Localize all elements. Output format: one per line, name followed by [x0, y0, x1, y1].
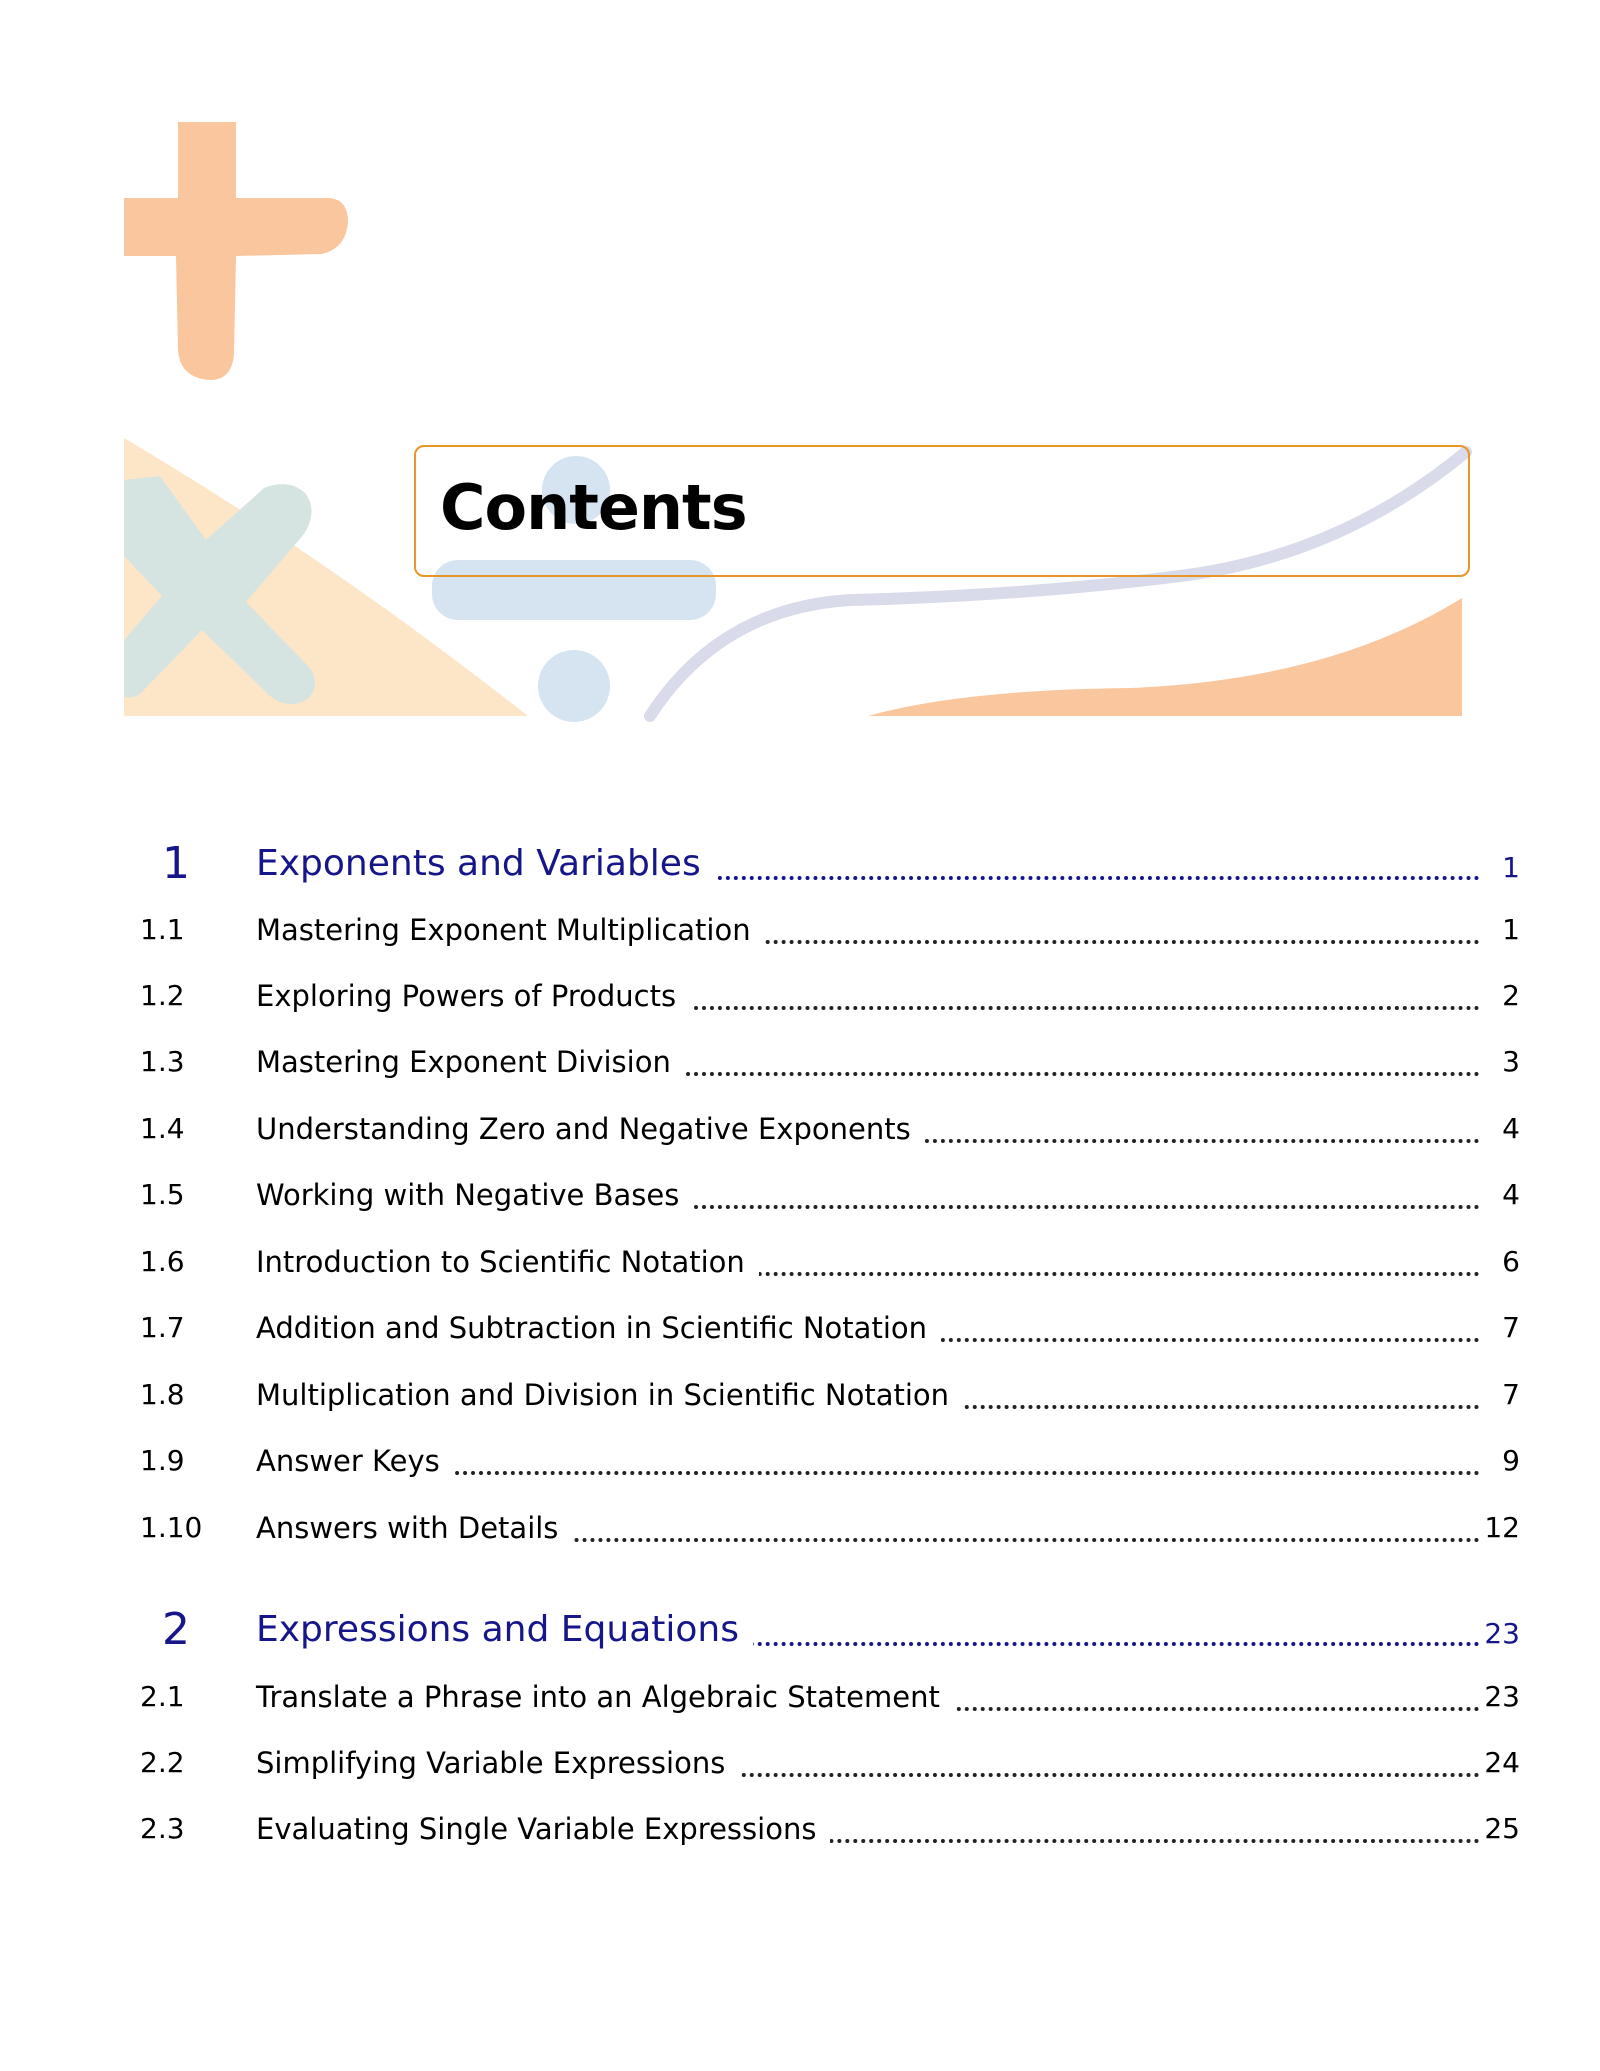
page-number: 23: [1480, 1675, 1520, 1719]
toc-chapter-row[interactable]: [140, 1602, 1520, 1658]
section-number: 1.3: [140, 1045, 185, 1078]
section-title-link[interactable]: Answers with Details: [256, 1506, 572, 1550]
toc-section-row[interactable]: [140, 1373, 1520, 1417]
page-number: 4: [1480, 1107, 1520, 1151]
page-number: 1: [1480, 844, 1520, 892]
header-decoration: [0, 0, 1600, 760]
toc-chapter-row[interactable]: [140, 836, 1520, 892]
section-title-link[interactable]: Mastering Exponent Division: [256, 1040, 685, 1084]
page-number: 6: [1480, 1240, 1520, 1284]
page-number: 3: [1480, 1040, 1520, 1084]
section-title-link[interactable]: Answer Keys: [256, 1439, 454, 1483]
section-number: 1.6: [140, 1245, 185, 1278]
plus-sign-icon: [124, 122, 348, 380]
page-number: 12: [1480, 1506, 1520, 1550]
section-number: 1.7: [140, 1311, 185, 1344]
section-title-link[interactable]: Mastering Exponent Multiplication: [256, 908, 765, 952]
contents-title-box: [414, 445, 1470, 577]
page-number: 1: [1480, 908, 1520, 952]
section-title-link[interactable]: Evaluating Single Variable Expressions: [256, 1807, 830, 1851]
page-number: 4: [1480, 1173, 1520, 1217]
section-number: 2.2: [140, 1746, 185, 1779]
wave-decoration: [868, 598, 1462, 716]
page-number: 23: [1480, 1610, 1520, 1658]
toc-section-row[interactable]: [140, 1107, 1520, 1151]
section-title-link[interactable]: Working with Negative Bases: [256, 1173, 693, 1217]
page-number: 2: [1480, 974, 1520, 1018]
toc-section-row[interactable]: [140, 1240, 1520, 1284]
section-number: 1.2: [140, 979, 185, 1012]
toc-section-row[interactable]: [140, 1675, 1520, 1719]
page-number: 7: [1480, 1306, 1520, 1350]
section-title-link[interactable]: Addition and Subtraction in Scientific Notation: [256, 1306, 941, 1350]
section-title-link[interactable]: Multiplication and Division in Scientific Notation: [256, 1373, 963, 1417]
section-title-link[interactable]: Simplifying Variable Expressions: [256, 1741, 739, 1785]
chapter-number: 2: [162, 1604, 190, 1655]
page-title: Contents: [440, 471, 747, 544]
chapter-title-link[interactable]: Exponents and Variables: [256, 836, 715, 892]
chapter-title-link[interactable]: Expressions and Equations: [256, 1602, 753, 1658]
page-number: 7: [1480, 1373, 1520, 1417]
section-number: 1.10: [140, 1511, 203, 1544]
section-number: 1.4: [140, 1112, 185, 1145]
section-title-link[interactable]: Exploring Powers of Products: [256, 974, 690, 1018]
section-title-link[interactable]: Understanding Zero and Negative Exponents: [256, 1107, 925, 1151]
page-number: 25: [1480, 1807, 1520, 1851]
section-number: 1.8: [140, 1378, 185, 1411]
section-number: 1.5: [140, 1178, 185, 1211]
toc-section-row[interactable]: [140, 1173, 1520, 1217]
toc-section-row[interactable]: [140, 1306, 1520, 1350]
section-number: 2.3: [140, 1812, 185, 1845]
section-title-link[interactable]: Introduction to Scientific Notation: [256, 1240, 759, 1284]
page-number: 9: [1480, 1439, 1520, 1483]
toc-section-row[interactable]: [140, 974, 1520, 1018]
toc-section-row[interactable]: [140, 1040, 1520, 1084]
section-number: 1.1: [140, 913, 185, 946]
toc-section-row[interactable]: [140, 1741, 1520, 1785]
toc-section-row[interactable]: [140, 1506, 1520, 1550]
page-number: 24: [1480, 1741, 1520, 1785]
section-number: 2.1: [140, 1680, 185, 1713]
chapter-number: 1: [162, 838, 190, 889]
toc-section-row[interactable]: [140, 1807, 1520, 1851]
section-title-link[interactable]: Translate a Phrase into an Algebraic Statement: [256, 1675, 954, 1719]
toc-section-row[interactable]: [140, 1439, 1520, 1483]
section-number: 1.9: [140, 1444, 185, 1477]
toc-section-row[interactable]: [140, 908, 1520, 952]
